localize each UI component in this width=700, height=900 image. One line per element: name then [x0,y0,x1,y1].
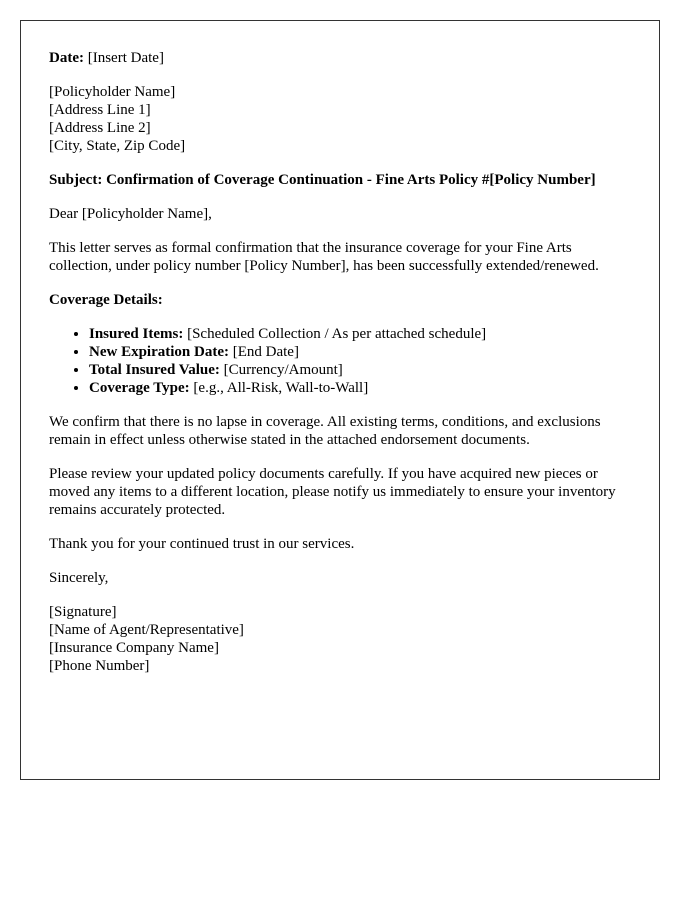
review-paragraph: Please review your updated policy documents carefully. If you have acquired new pieces or moved any items to a different location, please notify us immediately to ensure your inventory remains accurately protected. [49,466,616,518]
coverage-details-list [49,325,631,397]
address-line-2: [Address Line 2] [49,120,151,136]
coverage-item-value: [e.g., All-Risk, Wall-to-Wall] [193,380,369,396]
coverage-item-label: New Expiration Date: [89,344,229,360]
recipient-address [49,83,631,155]
lapse-paragraph: We confirm that there is no lapse in coverage. All existing terms, conditions, and exclusions remain in effect unless otherwise stated in the attached endorsement documents. [49,414,601,448]
signature-block [49,603,631,675]
phone-number: [Phone Number] [49,658,150,674]
coverage-item-label: Coverage Type: [89,380,190,396]
list-item [89,361,631,379]
coverage-item-label: Insured Items: [89,326,184,342]
thanks-paragraph: Thank you for your continued trust in our services. [49,536,355,552]
recipient-name: [Policyholder Name] [49,84,176,100]
subject-line: Subject: Confirmation of Coverage Continuation - Fine Arts Policy #[Policy Number] [49,172,596,188]
coverage-item-value: [End Date] [232,344,299,360]
city-state-zip: [City, State, Zip Code] [49,138,186,154]
signature-placeholder: [Signature] [49,604,117,620]
list-item [89,379,631,397]
address-line-1: [Address Line 1] [49,102,151,118]
list-item [89,325,631,343]
coverage-item-value: [Currency/Amount] [223,362,343,378]
coverage-item-label: Total Insured Value: [89,362,220,378]
letter-page [20,20,660,780]
coverage-heading: Coverage Details: [49,292,163,308]
date-value: [Insert Date] [87,50,164,66]
salutation: Dear [Policyholder Name], [49,206,212,222]
closing: Sincerely, [49,570,109,586]
coverage-item-value: [Scheduled Collection / As per attached schedule] [187,326,487,342]
company-name: [Insurance Company Name] [49,640,219,656]
list-item [89,343,631,361]
intro-paragraph: This letter serves as formal confirmation that the insurance coverage for your Fine Arts collection, under policy number [Policy Number], has been successfully extended/renewed. [49,240,599,274]
agent-name: [Name of Agent/Representative] [49,622,244,638]
date-line [49,49,631,67]
date-label: Date: [49,50,84,66]
